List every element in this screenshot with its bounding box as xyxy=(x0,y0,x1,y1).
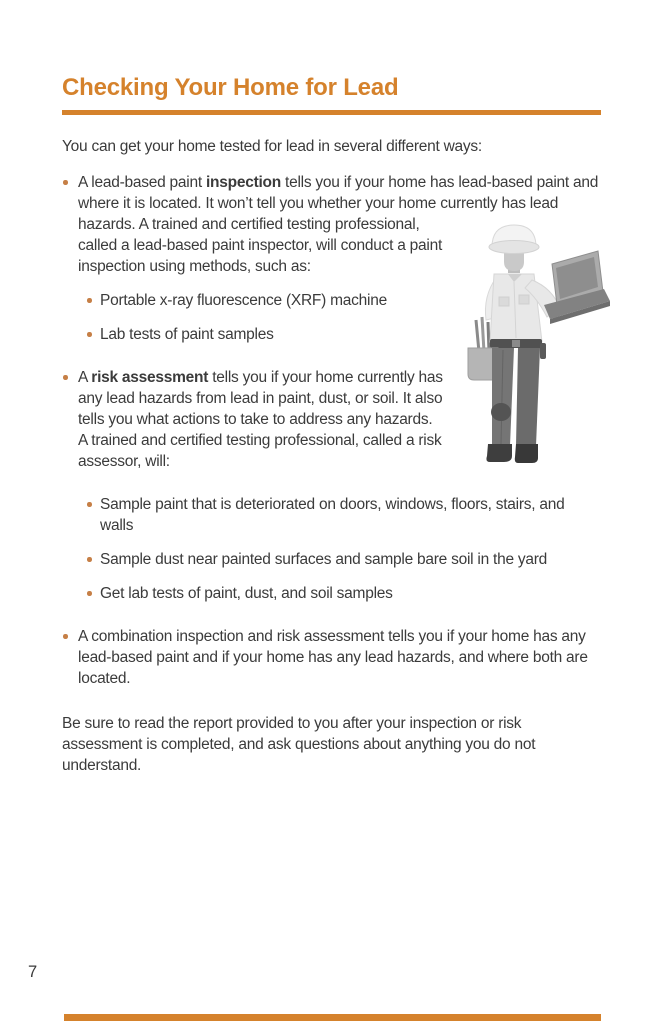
sub-bullet-text: Portable x-ray fluorescence (XRF) machine xyxy=(100,292,387,309)
bullet-icon xyxy=(63,375,68,380)
text-segment: tells you if your home currently has any lead hazards from lead in paint, dust, or soil. It also tells you what actions to take to address any hazards. A trained and certified testing professional, called a risk assessor, will: xyxy=(78,369,443,470)
bullet-inspection-text xyxy=(78,172,601,277)
text-segment-bold: inspection xyxy=(205,174,281,191)
bullet-icon xyxy=(87,298,92,303)
page-title: Checking Your Home for Lead xyxy=(62,74,399,101)
bullet-icon xyxy=(87,502,92,507)
bullet-icon xyxy=(87,591,92,596)
sub-bullet-item xyxy=(86,290,601,311)
sub-bullet-text: Sample dust near painted surfaces and sample bare soil in the yard xyxy=(100,551,548,568)
text-segment-bold: risk assessment xyxy=(91,369,209,386)
sub-bullet-text: Sample paint that is deteriorated on doors, windows, floors, stairs, and walls xyxy=(100,496,565,534)
text-segment: A xyxy=(78,369,92,386)
page-content xyxy=(62,74,601,776)
title-underline xyxy=(62,110,601,115)
text-segment: A lead-based paint xyxy=(78,174,206,191)
sub-bullet-item xyxy=(86,583,601,604)
bullet-icon xyxy=(63,180,68,185)
bullet-item-inspection xyxy=(62,172,601,277)
sub-bullet-text: Lab tests of paint samples xyxy=(100,326,274,343)
bullet-item-combination xyxy=(62,626,601,689)
sub-bullet-item xyxy=(86,494,601,536)
sub-bullet-text: Get lab tests of paint, dust, and soil samples xyxy=(100,585,393,602)
bullet-icon xyxy=(87,332,92,337)
bullet-combination-text: A combination inspection and risk assessment tells you if your home has any lead-based paint and if your home has any lead hazards, and where both are located. xyxy=(78,628,588,687)
bullet-icon xyxy=(63,634,68,639)
bullet-item-risk-assessment xyxy=(62,367,601,472)
text-segment: tells you if your home has lead-based paint and where it is located. It won’t tell you whether your home currently has lead hazards. A trained and certified testing xyxy=(78,174,599,233)
text-segment: professional, called a lead-based paint inspector, will conduct a paint inspection using methods, such as: xyxy=(78,216,443,275)
sub-bullet-item xyxy=(86,549,601,570)
sub-bullet-item xyxy=(86,324,601,345)
bullet-icon xyxy=(87,557,92,562)
closing-paragraph: Be sure to read the report provided to you after your inspection or risk assessment is completed, and ask questions about anything you do not understand. xyxy=(62,715,536,774)
bullet-risk-text xyxy=(78,367,601,472)
page-number: 7 xyxy=(28,963,38,981)
intro-text: You can get your home tested for lead in several different ways: xyxy=(62,138,482,155)
footer-bar xyxy=(64,1014,601,1021)
